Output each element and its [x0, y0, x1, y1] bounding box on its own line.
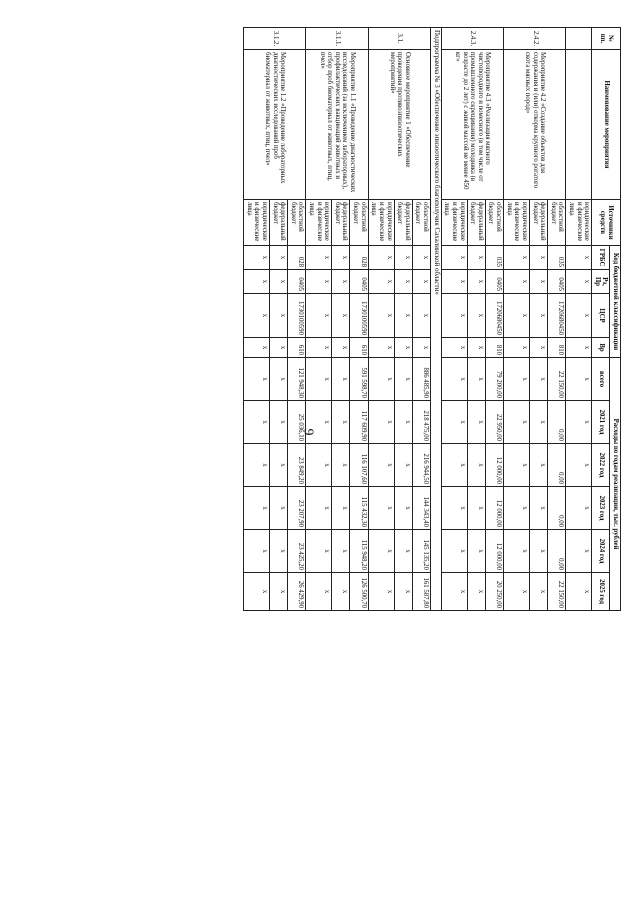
cell-grbs: х — [504, 246, 530, 270]
cell-y2023: х — [368, 487, 394, 530]
cell-y2021: х — [504, 401, 530, 444]
cell-y2023: х — [467, 487, 485, 530]
cell-grbs: х — [244, 246, 270, 270]
cell-y2021: х — [529, 401, 547, 444]
table-row — [412, 28, 430, 611]
cell-vr: х — [368, 338, 394, 358]
cell-y2024: х — [467, 530, 485, 573]
cell-y2022: х — [394, 444, 412, 487]
header-rzpr: Рз, Пр — [592, 270, 610, 294]
funding-source: юридические и физические лица — [368, 200, 394, 246]
header-2021: 2021 год — [592, 401, 610, 444]
cell-y2022: х — [441, 444, 467, 487]
cell-grbs: х — [467, 246, 485, 270]
table-row — [288, 28, 306, 611]
cell-y2021: х — [394, 401, 412, 444]
cell-y2024: х — [244, 530, 270, 573]
cell-y2021: х — [270, 401, 288, 444]
row-number: 3.1.1. — [306, 28, 368, 50]
funding-source: юридические и физические лица — [244, 200, 270, 246]
cell-y2023: х — [504, 487, 530, 530]
cell-y2022: х — [332, 444, 350, 487]
cell-vr: х — [529, 338, 547, 358]
cell-y2025: 161 587,80 — [412, 573, 430, 611]
cell-vr: х — [412, 338, 430, 358]
header-vr: Вр — [592, 338, 610, 358]
cell-y2022: х — [368, 444, 394, 487]
cell-rzpr: х — [529, 270, 547, 294]
cell-grbs: х — [412, 246, 430, 270]
header-sources: Источники средств — [592, 200, 621, 246]
cell-grbs: х — [332, 246, 350, 270]
cell-grbs: х — [368, 246, 394, 270]
activity-name: Мероприятие 4.3 «Реализация мясного чистопородного и помесного (в том числе от промышленного скрещивания) молодняка (в возрасте до 2 лет) с живой массой не менее 450 кг» — [441, 50, 503, 200]
cell-y2023: 0,00 — [548, 487, 566, 530]
activity-name: Основное мероприятие 1 «Обеспечение проведения противоэпизоотических мероприятий» — [368, 50, 430, 200]
cell-y2025: 22 150,00 — [548, 573, 566, 611]
subprogram-row — [430, 28, 441, 611]
cell-y2022: 23 849,20 — [288, 444, 306, 487]
cell-total: х — [270, 358, 288, 401]
cell-csr: х — [270, 294, 288, 338]
cell-y2024: х — [270, 530, 288, 573]
cell-y2023: х — [394, 487, 412, 530]
funding-source: федеральный бюджет — [332, 200, 350, 246]
cell-y2021: х — [244, 401, 270, 444]
cell-total: х — [306, 358, 332, 401]
cell-y2025: х — [566, 573, 592, 611]
cell-y2023: х — [441, 487, 467, 530]
header-2022: 2022 год — [592, 444, 610, 487]
cell-y2024: 115 948,20 — [350, 530, 368, 573]
cell-y2025: 20 250,00 — [485, 573, 503, 611]
cell-y2024: х — [441, 530, 467, 573]
cell-y2025: х — [467, 573, 485, 611]
cell-total: х — [394, 358, 412, 401]
cell-y2022: х — [306, 444, 332, 487]
cell-vr: х — [332, 338, 350, 358]
cell-y2023: х — [270, 487, 288, 530]
funding-source: федеральный бюджет — [270, 200, 288, 246]
cell-y2023: х — [529, 487, 547, 530]
cell-grbs: х — [394, 246, 412, 270]
cell-total: х — [244, 358, 270, 401]
cell-grbs: 035 — [485, 246, 503, 270]
cell-rzpr: х — [394, 270, 412, 294]
funding-source: юридические и физические лица — [504, 200, 530, 246]
cell-y2024: х — [368, 530, 394, 573]
funding-source: федеральный бюджет — [394, 200, 412, 246]
header-2024: 2024 год — [592, 530, 610, 573]
cell-vr: х — [394, 338, 412, 358]
cell-y2021: х — [332, 401, 350, 444]
cell-y2024: 12 000,00 — [485, 530, 503, 573]
header-csr: ЦСР — [592, 294, 610, 338]
cell-vr: х — [270, 338, 288, 358]
cell-total: х — [566, 358, 592, 401]
cell-csr: х — [368, 294, 394, 338]
table-row — [548, 28, 566, 611]
cell-y2025: х — [332, 573, 350, 611]
cell-y2025: х — [504, 573, 530, 611]
cell-y2025: 26 429,90 — [288, 573, 306, 611]
cell-y2023: х — [332, 487, 350, 530]
cell-grbs: х — [441, 246, 467, 270]
cell-y2024: х — [332, 530, 350, 573]
cell-y2022: х — [270, 444, 288, 487]
cell-y2022: х — [504, 444, 530, 487]
activity-name: Мероприятие 4.2 «Создание объектов для содержания и (или) откорма крупного рогатого скота мясных пород» — [504, 50, 566, 200]
cell-rzpr: х — [504, 270, 530, 294]
cell-vr: х — [504, 338, 530, 358]
header-total: всего — [592, 358, 610, 401]
cell-grbs: х — [566, 246, 592, 270]
cell-y2023: х — [566, 487, 592, 530]
cell-y2022: х — [467, 444, 485, 487]
cell-y2023: 115 432,30 — [350, 487, 368, 530]
cell-y2021: 117 609,90 — [350, 401, 368, 444]
activity-name — [566, 50, 592, 200]
cell-y2023: х — [244, 487, 270, 530]
cell-y2024: х — [306, 530, 332, 573]
cell-vr: 810 — [548, 338, 566, 358]
cell-y2024: 145 135,20 — [412, 530, 430, 573]
row-number: 3.1.2. — [244, 28, 306, 50]
cell-total: 79 200,00 — [485, 358, 503, 401]
funding-source: юридические и физические лица — [306, 200, 332, 246]
cell-grbs: 028 — [288, 246, 306, 270]
cell-y2025: х — [368, 573, 394, 611]
cell-csr: 1730100590 — [350, 294, 368, 338]
cell-csr: х — [529, 294, 547, 338]
row-number: 2.4.3. — [441, 28, 503, 50]
cell-csr: х — [441, 294, 467, 338]
cell-vr: 610 — [350, 338, 368, 358]
funding-source: областной бюджет — [288, 200, 306, 246]
cell-total: х — [467, 358, 485, 401]
cell-rzpr: х — [270, 270, 288, 294]
cell-csr: х — [306, 294, 332, 338]
cell-y2023: х — [306, 487, 332, 530]
cell-csr: х — [244, 294, 270, 338]
cell-y2022: х — [566, 444, 592, 487]
cell-grbs: 028 — [350, 246, 368, 270]
cell-y2021: х — [566, 401, 592, 444]
cell-rzpr: х — [412, 270, 430, 294]
cell-rzpr: х — [368, 270, 394, 294]
cell-y2022: х — [244, 444, 270, 487]
cell-rzpr: х — [332, 270, 350, 294]
header-num: № пп. — [592, 28, 621, 50]
funding-source: федеральный бюджет — [529, 200, 547, 246]
header-2025: 2025 год — [592, 573, 610, 611]
header-2023: 2023 год — [592, 487, 610, 530]
cell-total: х — [504, 358, 530, 401]
cell-csr: х — [467, 294, 485, 338]
cell-y2025: х — [441, 573, 467, 611]
cell-rzpr: х — [441, 270, 467, 294]
cell-vr: х — [244, 338, 270, 358]
cell-rzpr: х — [244, 270, 270, 294]
header-budget-code: Код бюджетной классификации — [610, 246, 621, 358]
cell-rzpr: х — [306, 270, 332, 294]
cell-total: х — [529, 358, 547, 401]
cell-y2024: х — [504, 530, 530, 573]
cell-total: х — [332, 358, 350, 401]
cell-y2021: 25 036,10 — [288, 401, 306, 444]
cell-y2024: 0,00 — [548, 530, 566, 573]
cell-y2022: 116 107,60 — [350, 444, 368, 487]
cell-y2025: х — [306, 573, 332, 611]
cell-y2025: х — [270, 573, 288, 611]
funding-source: областной бюджет — [412, 200, 430, 246]
cell-vr: х — [441, 338, 467, 358]
cell-rzpr: 0405 — [548, 270, 566, 294]
cell-y2022: 0,00 — [548, 444, 566, 487]
cell-vr: 810 — [485, 338, 503, 358]
cell-total: 22 150,00 — [548, 358, 566, 401]
cell-total: х — [368, 358, 394, 401]
funding-source: областной бюджет — [485, 200, 503, 246]
cell-y2023: 12 000,00 — [485, 487, 503, 530]
cell-y2022: 12 000,00 — [485, 444, 503, 487]
cell-grbs: 035 — [548, 246, 566, 270]
cell-y2024: х — [566, 530, 592, 573]
cell-total: 886 485,90 — [412, 358, 430, 401]
cell-y2025: х — [394, 573, 412, 611]
cell-csr: 1720680450 — [548, 294, 566, 338]
cell-csr: 1720680450 — [485, 294, 503, 338]
table-row — [566, 28, 592, 611]
budget-table — [243, 27, 621, 611]
cell-y2022: х — [529, 444, 547, 487]
row-number: 3.1. — [368, 28, 430, 50]
cell-y2022: 216 944,50 — [412, 444, 430, 487]
cell-total: 591 598,70 — [350, 358, 368, 401]
cell-total: х — [441, 358, 467, 401]
cell-y2021: 22 950,00 — [485, 401, 503, 444]
cell-y2023: 23 207,90 — [288, 487, 306, 530]
cell-y2025: 126 500,70 — [350, 573, 368, 611]
funding-source: областной бюджет — [548, 200, 566, 246]
funding-source: юридические и физические лица — [441, 200, 467, 246]
cell-vr: х — [467, 338, 485, 358]
cell-rzpr: х — [566, 270, 592, 294]
table-row — [485, 28, 503, 611]
cell-csr: х — [332, 294, 350, 338]
cell-y2024: 23 425,20 — [288, 530, 306, 573]
header-name: Наименование мероприятия — [592, 50, 621, 200]
cell-y2023: 144 343,40 — [412, 487, 430, 530]
budget-table-rotated — [79, 27, 621, 610]
cell-y2021: 218 475,00 — [412, 401, 430, 444]
cell-grbs: х — [270, 246, 288, 270]
cell-y2024: х — [394, 530, 412, 573]
row-number — [566, 28, 592, 50]
cell-y2021: 0,00 — [548, 401, 566, 444]
cell-grbs: х — [529, 246, 547, 270]
cell-csr: х — [412, 294, 430, 338]
cell-csr: х — [394, 294, 412, 338]
funding-source: федеральный бюджет — [467, 200, 485, 246]
cell-y2021: х — [368, 401, 394, 444]
cell-vr: 610 — [288, 338, 306, 358]
cell-y2021: х — [306, 401, 332, 444]
cell-y2021: х — [467, 401, 485, 444]
cell-csr: х — [566, 294, 592, 338]
cell-rzpr: 0405 — [485, 270, 503, 294]
cell-y2021: х — [441, 401, 467, 444]
page-number: 9 — [300, 428, 316, 436]
header-grbs: ГРБС — [592, 246, 610, 270]
table-row — [350, 28, 368, 611]
activity-name: Мероприятие 1.1 «Проведение диагностических исследований (за исключением лабораторных), профилактических вакцинаций животных и отбор проб биоматериал от животных, птиц, пчел» — [306, 50, 368, 200]
cell-rzpr: 0405 — [350, 270, 368, 294]
cell-vr: х — [306, 338, 332, 358]
funding-source: областной бюджет — [350, 200, 368, 246]
funding-source: юридические и физические лица — [566, 200, 592, 246]
cell-grbs: х — [306, 246, 332, 270]
subprogram-title: Подпрограмма № 3 «Обеспечение эпизоотического благополучия Сахалинской области» — [430, 28, 441, 611]
cell-csr: 1730100590 — [288, 294, 306, 338]
row-number: 2.4.2. — [504, 28, 566, 50]
cell-vr: х — [566, 338, 592, 358]
cell-y2024: х — [529, 530, 547, 573]
cell-y2025: х — [244, 573, 270, 611]
cell-rzpr: 0405 — [288, 270, 306, 294]
cell-total: 121 948,30 — [288, 358, 306, 401]
cell-y2025: х — [529, 573, 547, 611]
activity-name: Мероприятие 1.2 «Проведение лабораторных диагностических исследований проб биоматериал от животных, птиц, пчел» — [244, 50, 306, 200]
header-expenses: Расходы по годам реализации, тыс. рублей — [610, 358, 621, 611]
table-body — [244, 28, 592, 611]
cell-csr: х — [504, 294, 530, 338]
cell-rzpr: х — [467, 270, 485, 294]
